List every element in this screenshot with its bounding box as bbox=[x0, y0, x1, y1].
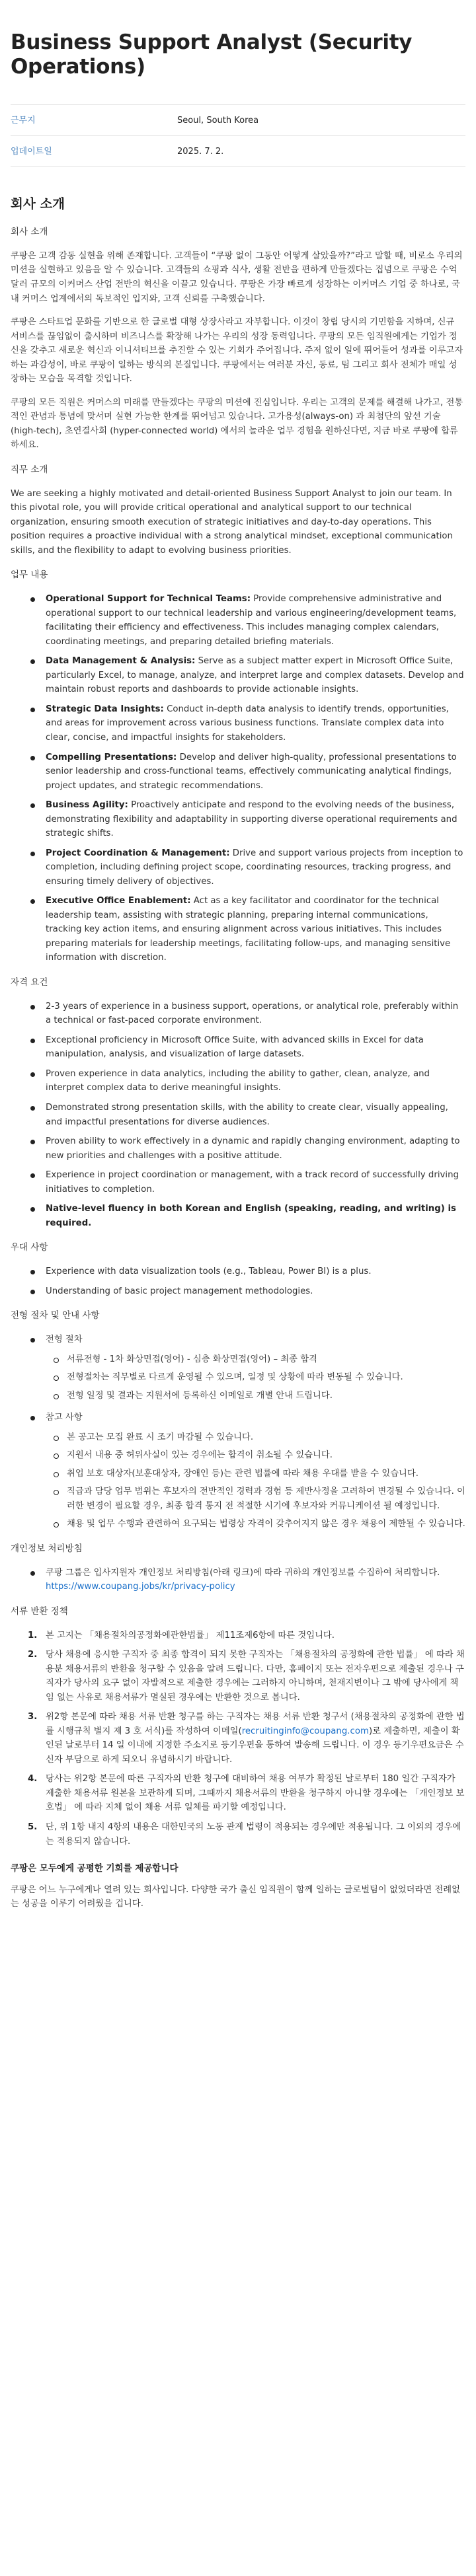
company-paragraph: 쿠팡은 스타트업 문화를 기반으로 한 글로벌 대형 상장사라고 자부합니다. 이것이 창립 당시의 기민함을 지하며, 신규 서비스를 끊임없이 출시하며 비즈니스를 확장해 나가는 우리의 성장 동력입니다. 쿠팡의 모든 임직원에게는 기업가 정신을 갖추고 새로운 혁신과 이니셔티브를 추진할 수 있는 기회가 주어집니다. 주저 없이 일에 뛰어들어 성과를 이루고자 하는 과감성이, 바로 쿠팡이 일하는 방식의 본질입니다. 쿠팡에서는 여러분 자신, 동료, 팀 그리고 회사 전체가 매일 성장하는 모습을 목격할 것입니다. bbox=[11, 317, 463, 385]
meta-value: 2025. 7. 2. bbox=[177, 147, 224, 157]
item-text: 당사 채용에 응시한 구직자 중 최종 합격이 되지 못한 구직자는 「채용절차의 공정화에 관한 법률」 에 따라 채용분 채용서류의 반환을 청구할 수 있음을 알려 드립니다. 다만, 홈페이지 또는 전자우편으로 제출된 경우나 구직자가 당사의 요구 없이 자발적으로 제출한 경우에는 그러하지 아니하며, 천재지변이나 그 밖에 당사에게 책임 없는 사유로 채용서류가 멸실된 경우에는 반환한 것으로 봅니다. bbox=[46, 1650, 465, 1703]
duty-title: Business Agility: bbox=[46, 800, 128, 811]
list-item: 서류전형 - 1차 화상면접(영어) - 심층 화상면접(영어) – 최종 합격 bbox=[46, 1352, 465, 1367]
list-item bbox=[11, 1629, 465, 1643]
duty-text: Provide comprehensive administrative and operational support to our technical leadership and various engineering/development teams, facilitating their efficiency and effectiveness. This includes managing complex calendars, coordinating meetings, and preparing detailed briefing materials. bbox=[46, 594, 457, 647]
closing-section bbox=[11, 1862, 465, 1911]
list-item bbox=[11, 702, 465, 745]
privacy-policy-link[interactable]: https://www.coupang.jobs/kr/privacy-policy bbox=[46, 1582, 235, 1592]
company-section bbox=[11, 194, 465, 452]
role-paragraph: We are seeking a highly motivated and detail-oriented Business Support Analyst to join our team. In this pivotal role, you will provide critical operational and analytical support to our technical organization, ensuring smooth execution of strategic initiatives and day-to-day operations. This position requires a proactive individual with a strong analytical mindset, exceptional communication skills, and the flexibility to adapt to evolving business priorities. bbox=[11, 488, 453, 556]
meta-row-updated bbox=[11, 136, 465, 167]
list-item bbox=[11, 592, 465, 649]
list-item bbox=[11, 1033, 465, 1062]
item-text: 단, 위 1항 내지 4항의 내용은 대한민국의 노동 관계 법령이 적용되는 경우에만 적용됩니다. 그 이외의 경우에는 적용되지 않습니다. bbox=[46, 1822, 461, 1847]
meta-key: 업데이트일 bbox=[11, 147, 52, 157]
preferred-list bbox=[11, 1265, 465, 1298]
list-item bbox=[11, 1202, 465, 1230]
company-paragraph: 쿠팡은 고객 감동 실현을 위해 존재합니다. 고객들이 “쿠팡 없이 그동안 어떻게 살았을까?”라고 말할 때, 비로소 우리의 미션을 실현하고 있음을 알 수 있습니다. 고객들의 쇼핑과 식사, 생활 전반을 편하게 만들겠다는 집념으로 쿠팡은 수억 달러 규모의 이커머스 산업 전반의 혁신을 이끌고 있습니다. 쿠팡은 가장 빠르게 성장하는 이커머스 기업 중 하나로, 국내 커머스 업계에서의 독보적인 입지와, 고객 신뢰를 구축했습니다. bbox=[11, 250, 463, 304]
role-heading: 직무 소개 bbox=[11, 464, 48, 475]
meta-value: Seoul, South Korea bbox=[177, 116, 259, 126]
qualifications-list bbox=[11, 1000, 465, 1230]
list-item bbox=[11, 1134, 465, 1163]
privacy-text: 쿠팡 그룹은 입사지원자 개인정보 처리방침(아래 링크)에 따라 귀하의 개인정보를 수집하여 처리합니다. bbox=[46, 1567, 440, 1578]
duties-section bbox=[11, 568, 465, 965]
return-policy-list bbox=[11, 1629, 465, 1849]
qualification-text: Demonstrated strong presentation skills, with the ability to create clear, visually appealing, and impactful presentations for diverse audiences. bbox=[46, 1102, 448, 1127]
duty-title: Operational Support for Technical Teams: bbox=[46, 594, 251, 605]
qualification-bold-text: Native-level fluency in both Korean and English (speaking, reading, and writing) is required. bbox=[46, 1204, 456, 1228]
qualification-text: Proven ability to work effectively in a dynamic and rapidly changing environment, adapting to new priorities and challenges with a positive attitude. bbox=[46, 1136, 460, 1161]
list-item: 지원서 내용 중 허위사실이 있는 경우에는 합격이 취소될 수 있습니다. bbox=[46, 1448, 465, 1463]
preferred-section bbox=[11, 1241, 465, 1298]
closing-title: 쿠팡은 모두에게 공평한 기회를 제공합니다 bbox=[11, 1863, 178, 1874]
preferred-heading: 우대 사항 bbox=[11, 1242, 48, 1253]
list-item bbox=[11, 751, 465, 793]
list-item bbox=[11, 1566, 465, 1594]
list-item: 취업 보호 대상자(보훈대상자, 장애인 등)는 관련 법률에 따라 채용 우대를 받을 수 있습니다. bbox=[46, 1467, 465, 1481]
item-number: 5. bbox=[28, 1822, 38, 1833]
list-item bbox=[11, 798, 465, 841]
qualification-text: Experience in project coordination or management, with a track record of successfully driving initiatives to completion. bbox=[46, 1170, 459, 1195]
list-item: 직급과 담당 업무 범위는 후보자의 전반적인 경력과 경험 등 제반사정을 고려하여 변경될 수 있습니다. 이러한 변경이 필요할 경우, 최종 합격 통지 전 적절한 시기에 후보자와 커뮤니케이션 될 예정입니다. bbox=[46, 1485, 465, 1513]
list-item: 전형 일정 및 결과는 지원서에 등록하신 이메일로 개별 안내 드립니다. bbox=[46, 1389, 465, 1403]
process-section bbox=[11, 1309, 465, 1531]
process-group bbox=[11, 1333, 465, 1403]
list-item bbox=[11, 654, 465, 697]
item-number: 1. bbox=[28, 1630, 38, 1640]
list-item bbox=[11, 1648, 465, 1705]
list-item bbox=[11, 894, 465, 965]
process-sublist bbox=[46, 1430, 465, 1531]
job-meta-table bbox=[11, 104, 465, 167]
process-groups bbox=[11, 1333, 465, 1531]
list-item bbox=[11, 1168, 465, 1196]
duty-title: Executive Office Enablement: bbox=[46, 896, 191, 906]
item-number: 3. bbox=[28, 1712, 38, 1722]
item-number: 4. bbox=[28, 1774, 38, 1785]
duty-text: Proactively anticipate and respond to the evolving needs of the business, demonstrating flexibility and adaptability in supporting diverse operational requirements and strategic shifts. bbox=[46, 800, 457, 839]
qualification-text: 2-3 years of experience in a business support, operations, or analytical role, preferably within a technical or fast-paced corporate environment. bbox=[46, 1001, 459, 1026]
list-item bbox=[11, 1772, 465, 1815]
item-text: )로 제출하면, 제출이 확인된 날로부터 14 일 이내에 지정한 주소지로 등기우편을 통하여 발송해 드립니다. 이 경우 등기우편요금은 수신자 부담으로 하게 되오니 유념하시기 바랍니다. bbox=[46, 1726, 464, 1765]
privacy-list bbox=[11, 1566, 465, 1594]
process-sublist bbox=[46, 1352, 465, 1403]
list-item bbox=[11, 1820, 465, 1849]
company-paragraph: 쿠팡의 모든 직원은 커머스의 미래를 만들겠다는 쿠팡의 미션에 진심입니다. 우리는 고객의 문제를 해결해 나가고, 전통적인 관념과 통념에 맞서며 실현 가능한 한계를 뛰어넘고 있습니다. 고가용성(always-on) 과 최첨단의 앞선 기술 (high-tech), 초연결사회 (hyper-connected world) 에서의 놀라운 업무 경험을 원하신다면, 지금 바로 쿠팡에 합류하세요. bbox=[11, 397, 463, 451]
duty-title: Data Management & Analysis: bbox=[46, 656, 196, 667]
duties-heading: 업무 내용 bbox=[11, 570, 48, 581]
list-item bbox=[11, 1067, 465, 1095]
list-item: 전형절차는 직무별로 다르게 운영될 수 있으며, 일정 및 상황에 따라 변동될 수 있습니다. bbox=[46, 1370, 465, 1385]
role-section bbox=[11, 463, 465, 558]
duty-title: Strategic Data Insights: bbox=[46, 704, 164, 714]
duty-title: Project Coordination & Management: bbox=[46, 848, 230, 858]
list-item: 본 공고는 모집 완료 시 조기 마감될 수 있습니다. bbox=[46, 1430, 465, 1445]
duty-text: Conduct in-depth data analysis to identify trends, opportunities, and areas for improvement across various business functions. Translate complex data into clear, concise, and impactful insights for stakeholders. bbox=[46, 704, 449, 743]
list-item: Experience with data visualization tools (e.g., Tableau, Power BI) is a plus. bbox=[11, 1265, 465, 1279]
return-policy-section bbox=[11, 1605, 465, 1849]
list-item bbox=[11, 846, 465, 889]
list-item bbox=[11, 1101, 465, 1129]
job-title: Business Support Analyst (Security Operations) bbox=[11, 30, 413, 79]
duties-list bbox=[11, 592, 465, 965]
qualification-text: Proven experience in data analytics, including the ability to gather, clean, analyze, and interpret complex data to derive meaningful insights. bbox=[46, 1068, 430, 1093]
privacy-section bbox=[11, 1542, 465, 1594]
process-group-title: 전형 절차 bbox=[46, 1335, 83, 1345]
item-text: 본 고지는 「채용절차의공정화에관한법률」 제11조제6항에 따른 것입니다. bbox=[46, 1630, 335, 1640]
duty-text: Develop and deliver high-quality, professional presentations to senior leadership and cross-functional teams, effectively communicating analytical findings, project updates, and strategic recommendations. bbox=[46, 752, 457, 791]
closing-text: 쿠팡은 어느 누구에게나 열려 있는 회사입니다. 다양한 국가 출신 임직원이 함께 일하는 글로벌팀이 없었더라면 전례없는 성공을 이루기 어려웠을 겁니다. bbox=[11, 1884, 460, 1909]
duty-text: Act as a key facilitator and coordinator for the technical leadership team, assisting with strategic planning, preparing internal communications, tracking key action items, and ensuring alignment across various initiatives. This includes preparing materials for leadership meetings, facilitating follow-ups, and managing sensitive information with discretion. bbox=[46, 896, 451, 963]
duty-text: Drive and support various projects from inception to completion, including defining project scope, coordinating resources, tracking progress, and ensuring timely delivery of objectives. bbox=[46, 848, 463, 887]
duty-text: Serve as a subject matter expert in Microsoft Office Suite, particularly Excel, to manage, analyze, and interpret large and complex datasets. Develop and maintain robust reports and dashboards to provide actionable insights. bbox=[46, 656, 464, 695]
list-item: 채용 및 업무 수행과 관련하여 요구되는 법령상 자격이 갖추어지지 않은 경우 채용이 제한될 수 있습니다. bbox=[46, 1517, 465, 1531]
list-item: Understanding of basic project management methodologies. bbox=[11, 1284, 465, 1299]
list-item bbox=[11, 1000, 465, 1028]
item-number: 2. bbox=[28, 1650, 38, 1660]
process-heading: 전형 절차 및 안내 사항 bbox=[11, 1310, 100, 1321]
list-item bbox=[11, 1710, 465, 1767]
qualifications-heading: 자격 요건 bbox=[11, 976, 48, 988]
duty-title: Compelling Presentations: bbox=[46, 752, 177, 762]
return-policy-heading: 서류 반환 정책 bbox=[11, 1605, 68, 1617]
qualification-text: Exceptional proficiency in Microsoft Office Suite, with advanced skills in Excel for data manipulation, analysis, and visualization of large datasets. bbox=[46, 1035, 424, 1060]
process-group bbox=[11, 1411, 465, 1531]
qualifications-section bbox=[11, 976, 465, 1230]
recruiting-email-link[interactable]: recruitinginfo@coupang.com bbox=[241, 1726, 369, 1736]
meta-row-location bbox=[11, 105, 465, 136]
item-text: 당사는 위2항 본문에 따른 구직자의 반환 청구에 대비하여 채용 여부가 확정된 날로부터 180 일간 구직자가 제출한 채용서류 원본을 보관하게 되며, 그때까지 채용서류의 반환을 청구하지 아니할 경우에는 「개인정보 보호법」 에 따라 지체 없이 채용 서류 일체를 파기할 예정입니다. bbox=[46, 1774, 465, 1813]
company-subheading: 회사 소개 bbox=[11, 227, 48, 238]
company-heading: 회사 소개 bbox=[11, 196, 65, 212]
privacy-heading: 개인정보 처리방침 bbox=[11, 1543, 83, 1554]
process-group-title: 참고 사항 bbox=[46, 1413, 83, 1423]
meta-key: 근무지 bbox=[11, 116, 36, 126]
item-text: 위2항 본문에 따라 채용 서류 반환 청구를 하는 구직자는 채용 서류 반환 청구서 (채용절차의 공정화에 관한 법률 시행규칙 별지 제 3 호 서식)를 작성하여 이메일( bbox=[46, 1712, 465, 1736]
